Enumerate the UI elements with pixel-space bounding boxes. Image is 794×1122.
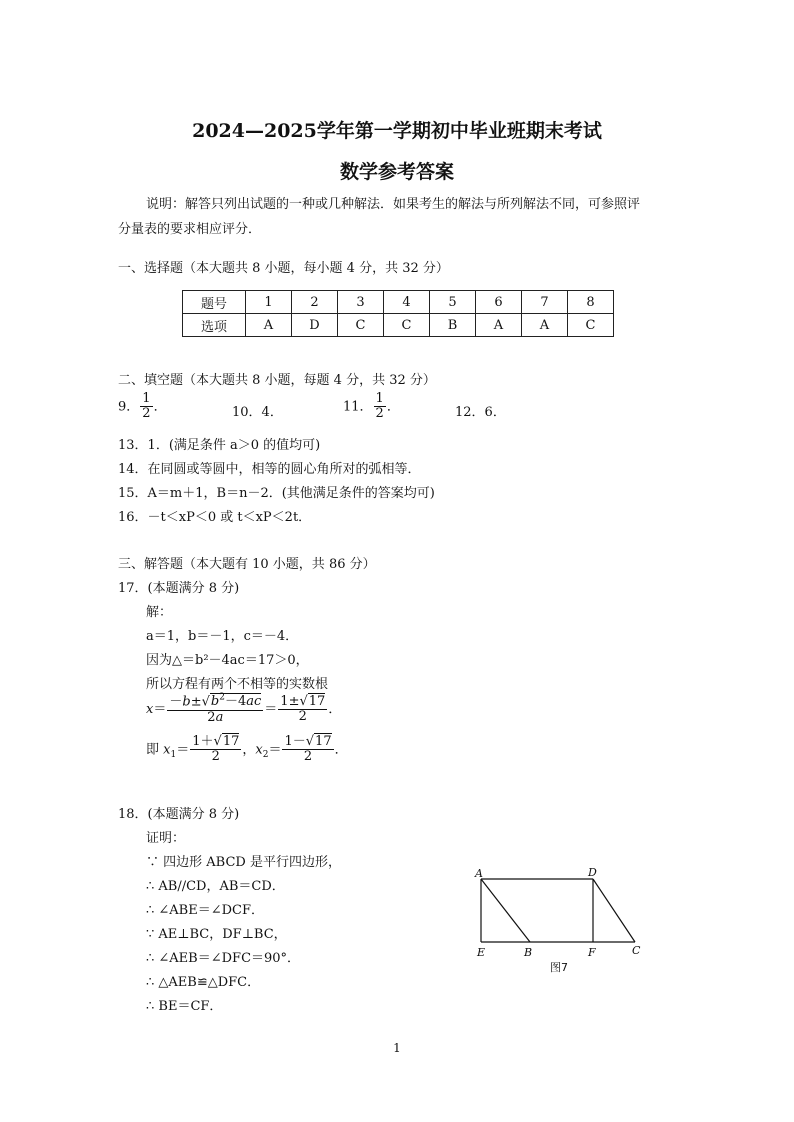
label-f: F (588, 946, 596, 959)
answer-14: 14．在同圆或等圆中，相等的圆心角所对的弧相等． (118, 462, 421, 477)
table-cell: 6 (476, 291, 522, 314)
q18-line: ∵ AE⊥BC，DF⊥BC， (146, 927, 287, 942)
note-line-2: 分量表的要求相应评分． (118, 222, 262, 237)
table-cell: 5 (430, 291, 476, 314)
table-cell: A (476, 314, 522, 337)
q17-formula-root: x＝ $\frac{-b\pm√b^2-4ac}{2a}$ ＝ $\frac{1\pm√17}{2}$ ． (146, 693, 342, 725)
answer-10: 10．4． (232, 405, 283, 420)
q17-line-3: 所以方程有两个不相等的实数根 (146, 677, 329, 692)
table-cell: A (522, 314, 568, 337)
answer-15: 15．A＝m＋1，B＝n－2．(其他满足条件的答案均可) (118, 486, 435, 501)
page-number: 1 (393, 1041, 401, 1055)
label-e: E (477, 946, 486, 959)
table-cell: C (568, 314, 614, 337)
q17-solution-label: 解： (146, 605, 173, 620)
q17-line-1: a＝1，b＝－1，c＝－4． (146, 629, 299, 644)
table-header-cell: 题号 (183, 291, 246, 314)
table-cell: 3 (338, 291, 384, 314)
q18-line: ∵ 四边形 ABCD 是平行四边形， (146, 855, 341, 870)
q18-line: ∴ ∠AEB＝∠DFC＝90°． (146, 951, 301, 966)
table-cell: B (430, 314, 476, 337)
table-cell: D (292, 314, 338, 337)
q18-proof-label: 证明： (146, 831, 186, 846)
table-cell: 2 (292, 291, 338, 314)
q18-line: ∴ △AEB≌△DFC． (146, 975, 261, 990)
answer-11: 11． $\frac{1}{2}$ ． (343, 391, 400, 422)
table-cell: 1 (246, 291, 292, 314)
answer-13: 13．1．(满足条件 a＞0 的值均可) (118, 438, 321, 453)
table-header-cell: 选项 (183, 314, 246, 337)
answer-11-label: 11． (343, 399, 373, 415)
fraction-numerator: 1 (375, 391, 384, 406)
fraction-denominator: 2 (142, 406, 151, 422)
q18-heading: 18．(本题满分 8 分) (118, 807, 240, 822)
q17-heading: 17．(本题满分 8 分) (118, 581, 240, 596)
segment-dc (593, 879, 635, 942)
fraction-numerator: 1 (142, 391, 151, 406)
table-cell: A (246, 314, 292, 337)
figure-caption: 图7 (550, 961, 568, 974)
document-subtitle: 数学参考答案 (339, 161, 454, 183)
section-1-heading: 一、选择题（本大题共 8 小题，每小题 4 分，共 32 分） (118, 261, 449, 276)
answer-16: 16．－t＜xP＜0 或 t＜xP＜2t． (118, 510, 312, 525)
table-cell: C (384, 314, 430, 337)
table-cell: 8 (568, 291, 614, 314)
label-c: C (632, 944, 641, 957)
figure-7 (470, 862, 650, 977)
q17-formula-solutions: 即 $x_1=$ $\frac{1+√17}{2}$ ，$x_2=$ $\frac{1-√17}{2}$ ． (146, 734, 348, 765)
q18-line: ∴ ∠ABE＝∠DCF． (146, 903, 265, 918)
table-cell: C (338, 314, 384, 337)
fraction-denominator: 2 (375, 406, 384, 422)
q17-line-2: 因为△＝b²－4ac＝17＞0， (146, 653, 309, 668)
table-cell: 7 (522, 291, 568, 314)
answer-table (182, 290, 614, 337)
section-3-heading: 三、解答题（本大题有 10 小题，共 86 分） (118, 557, 376, 572)
answer-12: 12．6． (455, 405, 506, 420)
answer-9-label: 9． (118, 399, 140, 415)
section-2-heading: 二、填空题（本大题共 8 小题，每题 4 分，共 32 分） (118, 373, 436, 388)
label-b: B (524, 946, 533, 959)
table-cell: 4 (384, 291, 430, 314)
table-row (183, 291, 614, 314)
fraction (140, 392, 152, 422)
table-row (183, 314, 614, 337)
document-title: 2024—2025学年第一学期初中毕业班期末考试 (192, 120, 602, 142)
label-a: A (475, 867, 483, 880)
segment-ab (481, 879, 530, 942)
label-d: D (588, 866, 597, 879)
fraction (374, 392, 386, 422)
q18-line: ∴ AB//CD，AB＝CD． (146, 879, 285, 894)
answer-9: 9． $\frac{1}{2}$ ． (118, 391, 167, 422)
note-line-1: 说明：解答只列出试题的一种或几种解法．如果考生的解法与所列解法不同，可参照评 (146, 197, 641, 212)
q18-line: ∴ BE＝CF． (146, 999, 223, 1014)
